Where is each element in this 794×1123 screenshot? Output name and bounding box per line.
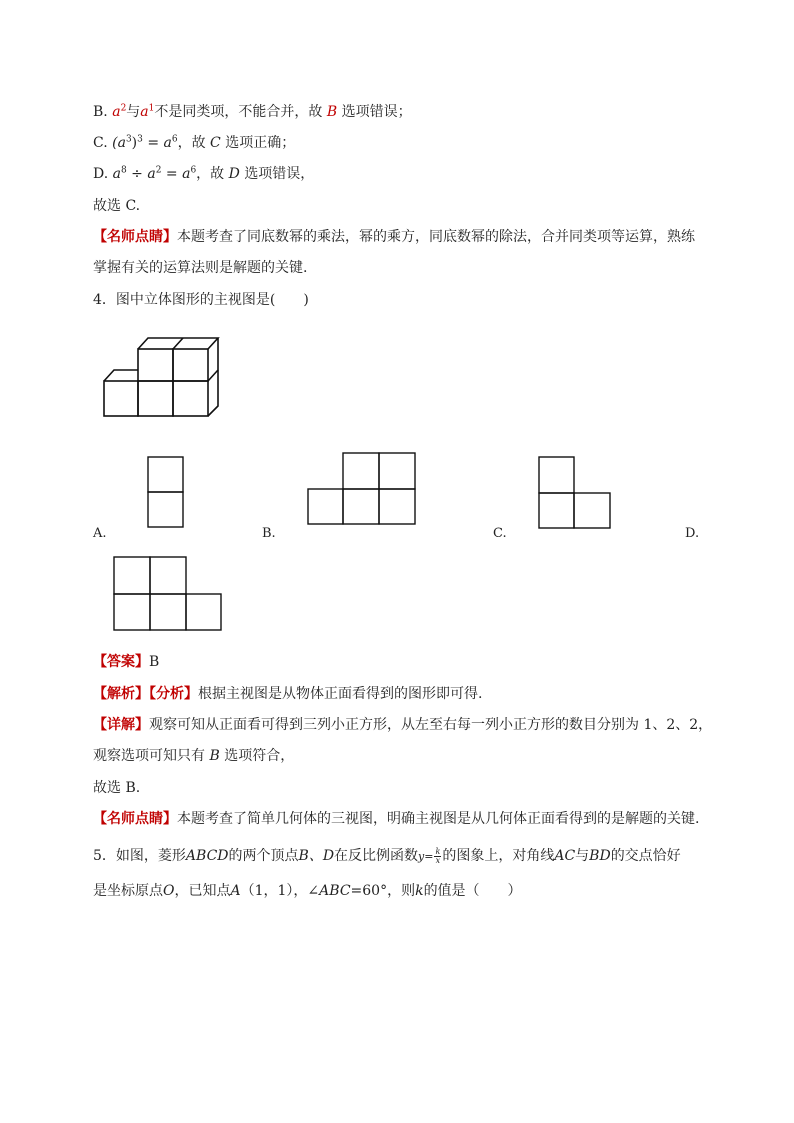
question-5-line1: 5．如图，菱形ABCD的两个顶点B、D在反比例函数y= $\frac{k}{x}$ 的图象上，对角线AC与BD的交点恰好 — [93, 846, 681, 865]
tip1-line2: 掌握有关的运算法则是解题的关键. — [93, 260, 308, 276]
fraction-k-over-x: $\frac{k}{x}$ — [435, 846, 441, 865]
line-option-d-explanation: D. $a^8 \div a^2 = a^6$，故 D 选项错误， — [93, 165, 315, 182]
tip2-line: 【名师点睛】本题考查了简单几何体的三视图，明确主视图是从几何体正面看得到的是解题的关键. — [93, 811, 700, 827]
option-d-label: D. — [685, 526, 700, 541]
option-a-figure — [146, 455, 186, 530]
option-d-figure — [112, 555, 224, 633]
detail-line2: 观察选项可知只有 B 选项符合， — [93, 748, 295, 764]
line-option-c-explanation: C. $(a^3)^3 = a^6$，故 C 选项正确； — [93, 134, 296, 151]
detail-line1: 【详解】观察可知从正面看可得到三列小正方形，从左至右每一列小正方形的数目分别为 1、2、2， — [93, 717, 713, 733]
option-c-label: C. — [493, 526, 507, 541]
option-a-label: A. — [93, 526, 107, 541]
choose-c-line: 故选 C. — [93, 198, 141, 214]
question-4: 4．图中立体图形的主视图是( ) — [93, 292, 309, 308]
question-5-line2: 是坐标原点O，已知点A（1，1），∠ABC=60°，则k的值是（ ） — [93, 883, 522, 899]
solid-figure — [100, 333, 224, 421]
answer-line: 【答案】B — [93, 654, 160, 670]
option-c-figure — [537, 455, 613, 531]
option-b-figure — [306, 451, 418, 527]
analysis-line: 【解析】【分析】根据主视图是从物体正面看得到的图形即可得. — [93, 686, 483, 702]
line-option-b-explanation: B. $a^2$与$a^1$不是同类项，不能合并，故 B 选项错误； — [93, 103, 412, 120]
choose-b-line: 故选 B. — [93, 780, 141, 796]
option-b-label: B. — [262, 526, 276, 541]
tip1-line1: 【名师点睛】本题考查了同底数幂的乘法，幂的乘方，同底数幂的除法，合并同类项等运算，熟练 — [93, 229, 695, 245]
